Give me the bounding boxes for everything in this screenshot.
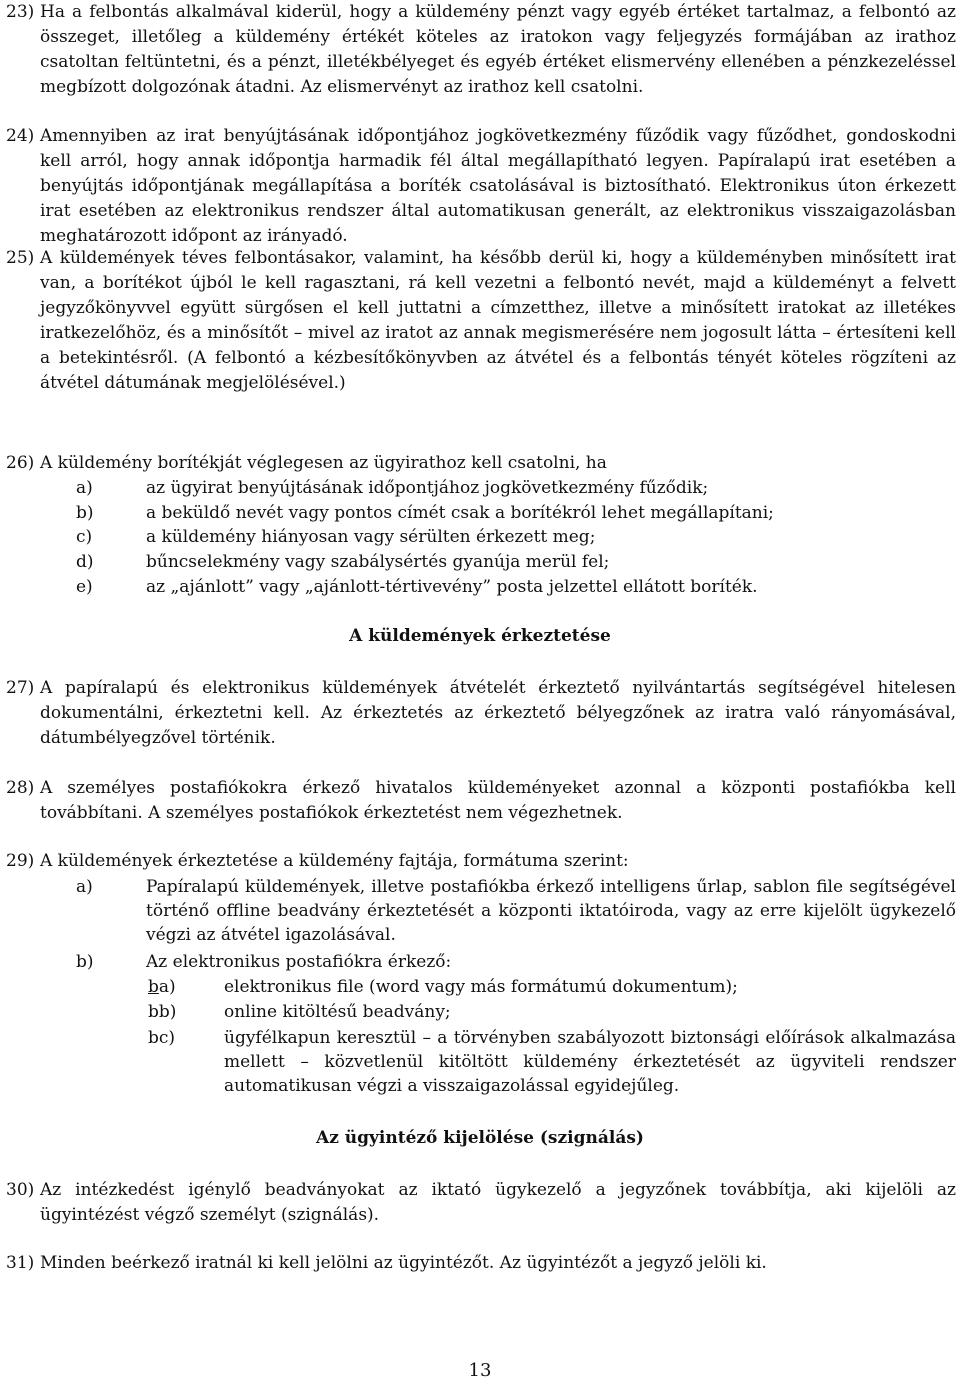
list-item-text: a küldemény hiányosan vagy sérülten érkezett meg; <box>146 527 596 547</box>
list-item-label: a) <box>76 478 93 498</box>
paragraph-26 <box>6 451 956 476</box>
paragraph-text: A személyes postafiókokra érkező hivatalos küldeményeket azonnal a központi postafiókba kell továbbítani. A személyes postafiókok érkeztetést nem végezhetnek. <box>40 778 956 823</box>
list-item-label: c) <box>76 527 93 547</box>
paragraph-31 <box>6 1251 956 1276</box>
paragraph-text: Az intézkedést igénylő beadványokat az iktató ügykezelő a jegyzőnek továbbítja, aki kijelöli az ügyintézést végző személyt (szignálás). <box>40 1180 956 1225</box>
list-item-label: a) <box>76 877 93 897</box>
paragraph-text: Minden beérkező iratnál ki kell jelölni az ügyintézőt. Az ügyintézőt a jegyző jelöli ki. <box>40 1253 767 1273</box>
paragraph-number: 30) <box>6 1180 35 1200</box>
list-item-text: bűncselekmény vagy szabálysértés gyanúja merül fel; <box>146 552 610 572</box>
paragraph-number: 29) <box>6 851 35 871</box>
paragraph-25 <box>6 246 956 396</box>
list-item <box>76 550 956 574</box>
paragraph-number: 23) <box>6 2 35 22</box>
paragraph-29 <box>6 849 956 874</box>
paragraph-text: A küldemények téves felbontásakor, valamint, ha később derül ki, hogy a küldeményben minősített irat van, a borítékot újból le kell ragasztani, rá kell vezetni a felbontó nevét, majd a küldeményt a felvett jegyzőkönyvvel együtt sürgősen el kell juttatni a címzetthez, illetve a minősített iratokat az illetékes iratkezelőhöz, és a minősítőt – mivel az iratot az annak megismerésére nem jogosult látta – értesíteni kell a betekintésről. (A felbontó a kézbesítőkönyvben az átvétel és a felbontás tényét köteles rögzíteni az átvétel dátumának megjelölésével.) <box>40 248 956 393</box>
list-item-label: e) <box>76 577 93 597</box>
list-item-text: ügyfélkapun keresztül – a törvényben szabályozott biztonsági előírások alkalmazása mellett – közvetlenül kitöltött küldemény érkeztetését az ügyviteli rendszer automatikusan végzi a visszaigazolással egyidejűleg. <box>224 1028 956 1096</box>
list-item <box>76 950 956 974</box>
list-item-text: az ügyirat benyújtásának időpontjához jogkövetkezmény fűződik; <box>146 478 709 498</box>
list-item-label <box>148 975 176 999</box>
list-item-text: Az elektronikus postafiókra érkező: <box>146 952 452 972</box>
paragraph-text: A küldemények érkeztetése a küldemény fajtája, formátuma szerint: <box>40 851 629 871</box>
paragraph-24 <box>6 124 956 249</box>
page-number: 13 <box>468 1360 492 1381</box>
paragraph-number: 28) <box>6 778 35 798</box>
label-underlined-part: b <box>148 977 159 997</box>
paragraph-number: 27) <box>6 678 35 698</box>
section-heading: Az ügyintéző kijelölése (szignálás) <box>316 1128 644 1148</box>
paragraph-text: Ha a felbontás alkalmával kiderül, hogy a küldemény pénzt vagy egyéb értéket tartalmaz, a felbontó az összeget, illetőleg a küldemény értékét köteles az iratokon vagy feljegyzés formájában az irathoz csatoltan feltüntetni, és a pénzt, illetékbélyeget és egyéb értéket elismervény ellenében a pénzkezeléssel megbízott dolgozónak átadni. Az elismervényt az irathoz kell csatolni. <box>40 2 956 97</box>
list-item <box>76 875 956 947</box>
list-item-label: b) <box>76 503 94 523</box>
list-item-text: elektronikus file (word vagy más formátumú dokumentum); <box>224 977 738 997</box>
paragraph-30 <box>6 1178 956 1228</box>
list-item <box>76 575 956 599</box>
paragraph-27 <box>6 676 956 751</box>
list-item <box>76 525 956 549</box>
list-item-label: bc) <box>148 1028 176 1048</box>
list-item-text: online kitöltésű beadvány; <box>224 1002 451 1022</box>
paragraph-text: A küldemény borítékját véglegesen az ügyirathoz kell csatolni, ha <box>40 453 607 473</box>
list-item-text: Papíralapú küldemények, illetve postafiókba érkező intelligens űrlap, sablon file segítségével történő offline beadvány érkeztetését a központi iktatóiroda, vagy az erre kijelölt ügykezelő végzi az átvétel igazolásával. <box>146 877 956 945</box>
list-item-label: b) <box>76 952 94 972</box>
label-rest: a) <box>158 977 176 997</box>
sub-list-item <box>148 1026 956 1098</box>
paragraph-number: 24) <box>6 126 35 146</box>
paragraph-number: 26) <box>6 453 35 473</box>
list-item-label: d) <box>76 552 94 572</box>
sub-list-item <box>148 1000 956 1024</box>
paragraph-number: 25) <box>6 248 35 268</box>
section-heading: A küldemények érkeztetése <box>349 626 611 646</box>
paragraph-23 <box>6 0 956 100</box>
list-item <box>76 501 956 525</box>
list-item-label: bb) <box>148 1002 177 1022</box>
paragraph-28 <box>6 776 956 826</box>
paragraph-number: 31) <box>6 1253 35 1273</box>
list-item-text: a beküldő nevét vagy pontos címét csak a borítékról lehet megállapítani; <box>146 503 774 523</box>
sub-list-item <box>148 975 956 999</box>
list-item-text: az „ajánlott” vagy „ajánlott-tértivevény” posta jelzettel ellátott boríték. <box>146 577 758 597</box>
list-item <box>76 476 956 500</box>
paragraph-text: A papíralapú és elektronikus küldemények átvételét érkeztető nyilvántartás segítségével hitelesen dokumentálni, érkeztetni kell. Az érkeztetés az érkeztető bélyegzőnek az iratra való rányomásával, dátumbélyegzővel történik. <box>40 678 956 748</box>
paragraph-text: Amennyiben az irat benyújtásának időpontjához jogkövetkezmény fűződik vagy fűződhet, gondoskodni kell arról, hogy annak időpontja harmadik fél által megállapítható legyen. Papíralapú irat esetében a benyújtás időpontjának megállapítása a boríték csatolásával is biztosítható. Elektronikus úton érkezett irat esetében az elektronikus rendszer által automatikusan generált, az elektronikus visszaigazolásban meghatározott időpont az irányadó. <box>40 126 956 246</box>
